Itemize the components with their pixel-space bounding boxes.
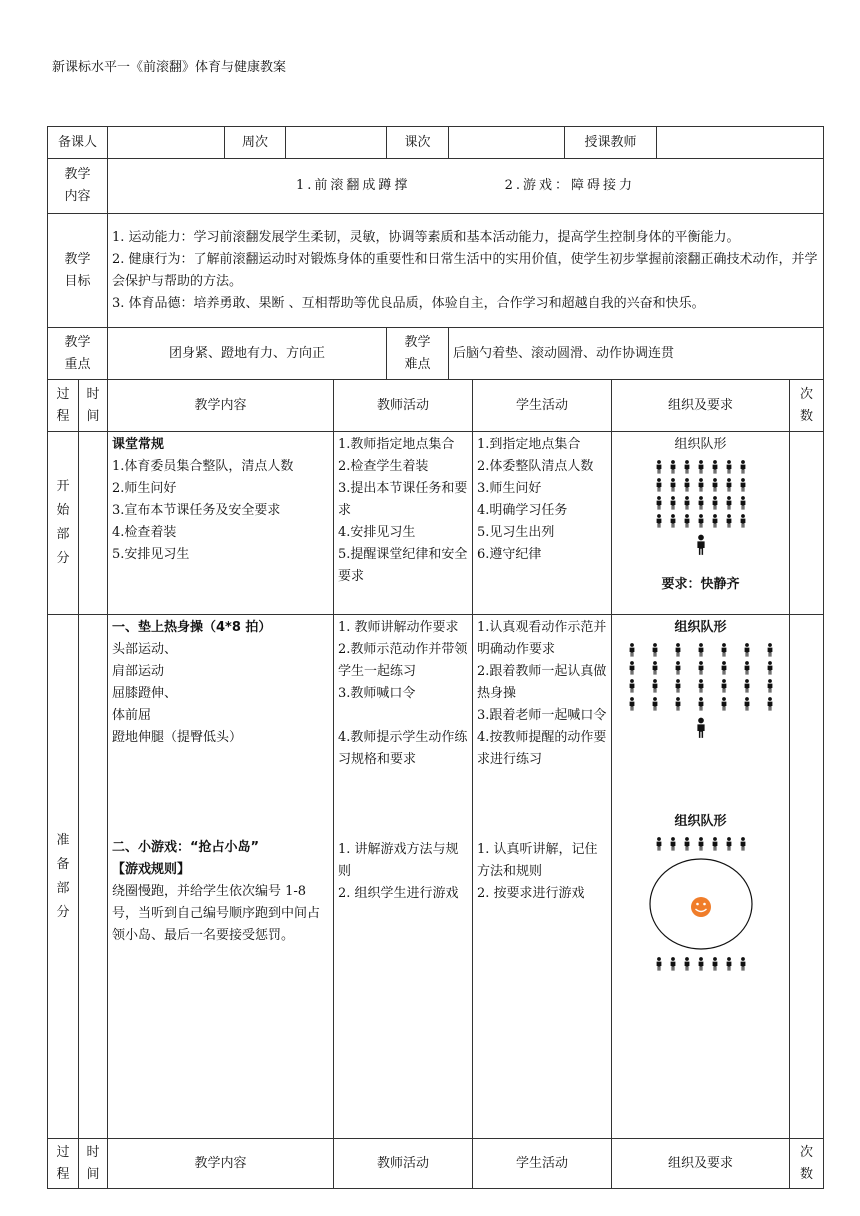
student-figure-icon [720,643,728,657]
island-circle-diagram [648,857,754,951]
lesson-process-table [47,379,824,1189]
list-item: 2.体委整队清点人数 [477,459,594,474]
student-figure-icon [655,478,663,492]
list-item: 1.体育委员集合整队，清点人数 [112,459,294,474]
col-student: 学生活动 [473,380,612,432]
student-figure-icon [669,478,677,492]
student-figure-icon [711,837,719,851]
student-figure-icon [711,460,719,474]
formation-row [616,697,785,711]
student-figure-icon [697,514,705,528]
student-figure-icon [683,957,691,971]
student-figure-icon [739,957,747,971]
list-item: 头部运动、 [112,642,178,657]
start-content [108,432,334,615]
col-count: 次数 [790,380,824,432]
prep-org-title-1: 组织队形 [674,620,727,635]
preparer-value [108,127,225,159]
student-figure-icon [766,697,774,711]
game-rule-title: 【游戏规则】 [112,862,191,877]
game-rule: 绕圈慢跑，并给学生依次编号 1-8 号，当听到自己编号顺序跑到中间占领小岛、最后一名要接受惩罚。 [112,884,321,943]
formation-row [616,679,785,693]
prep-org [612,615,790,1139]
student-figure-icon [766,661,774,675]
prep-content [108,615,334,1139]
prep-phase: 准备部分 [48,615,79,1139]
student-figure-icon [725,957,733,971]
student-figure-icon [711,957,719,971]
student-figure-icon [720,679,728,693]
document-title: 新课标水平一《前滚翻》体育与健康教案 [52,60,287,75]
preparer-label: 备课人 [48,127,108,159]
student-figure-icon [739,496,747,510]
student-figure-icon [743,697,751,711]
student-figure-icon [655,957,663,971]
list-item: 2.检查学生着装 [338,459,429,474]
student-figure-icon [697,460,705,474]
student-figure-icon [655,837,663,851]
footer-col-student: 学生活动 [473,1139,612,1189]
prep-org-title-2: 组织队形 [674,814,727,829]
student-figure-icon [720,661,728,675]
student-figure-icon [725,496,733,510]
list-item: 5.提醒课堂纪律和安全要求 [338,547,468,584]
student-figure-icon [739,460,747,474]
footer-col-count: 次数 [790,1139,824,1189]
student-figure-icon [743,679,751,693]
content-item-2: 2.游戏：障碍接力 [504,178,636,193]
list-item: 3.教师喊口令 [338,686,416,701]
student-figure-icon [725,514,733,528]
formation-row [616,460,785,474]
start-phase: 开始部分 [48,432,79,615]
list-item: 2. 组织学生进行游戏 [338,886,459,901]
student-figure-icon [669,496,677,510]
student-figure-icon [683,496,691,510]
student-figure-icon [697,661,705,675]
student-figure-icon [651,661,659,675]
smiley-icon [691,897,711,917]
formation-row [616,514,785,528]
student-figure-icon [628,661,636,675]
col-time: 时间 [79,380,108,432]
list-item: 4.明确学习任务 [477,503,568,518]
start-org-requirement: 要求：快静齐 [661,577,740,592]
student-figure-icon [683,478,691,492]
student-figure-icon [697,697,705,711]
list-item: 体前屈 [112,708,152,723]
student-figure-icon [711,496,719,510]
list-item: 1. 教师讲解动作要求 [338,620,459,635]
student-figure-icon [743,643,751,657]
footer-col-content: 教学内容 [108,1139,334,1189]
list-item: 2. 按要求进行游戏 [477,886,585,901]
student-figure-icon [711,514,719,528]
list-item: 1.到指定地点集合 [477,437,581,452]
teacher-figure [616,534,785,564]
prep-student [473,615,612,1139]
student-figure-icon [739,478,747,492]
list-item: 蹬地伸腿（提臀低头） [112,730,243,745]
list-item: 1. 认真听讲解，记住方法和规则 [477,842,598,879]
list-item: 4.教师提示学生动作练习规格和要求 [338,730,468,767]
student-figure-icon [766,643,774,657]
student-figure-icon [766,679,774,693]
goal-1: 1. 运动能力：学习前滚翻发展学生柔韧，灵敏，协调等素质和基本活动能力，提高学生控制身体的平衡能力。 [112,229,740,245]
goal-2: 2. 健康行为：了解前滚翻运动时对锻炼身体的重要性和日常生活中的实用价值，使学生初步掌握前滚翻正确技术动作，并学会保护与帮助的方法。 [112,251,818,289]
prep-time [79,615,108,1139]
formation-row [616,661,785,675]
list-item: 2.跟着教师一起认真做热身操 [477,664,607,701]
list-item: 4.安排见习生 [338,525,416,540]
student-figure-icon [669,837,677,851]
student-figure-icon [711,478,719,492]
footer-col-org: 组织及要求 [612,1139,790,1189]
student-figure-icon [697,679,705,693]
student-figure-icon [669,514,677,528]
student-figure-icon [697,643,705,657]
list-item: 1. 讲解游戏方法与规则 [338,842,459,879]
footer-col-process: 过程 [48,1139,79,1189]
student-figure-icon [697,837,705,851]
list-item: 屈膝蹬伸、 [112,686,178,701]
list-item: 4.按教师提醒的动作要求进行练习 [477,730,607,767]
difficulty-label: 教学难点 [387,328,449,380]
col-org: 组织及要求 [612,380,790,432]
week-label: 周次 [225,127,286,159]
start-count [790,432,824,615]
list-item: 3.师生问好 [477,481,542,496]
student-figure-icon [683,514,691,528]
game-title: 二、小游戏：“抢占小岛” [112,840,260,855]
student-figure-icon [655,496,663,510]
content-item-1: 1.前滚翻成蹲撑 [295,178,411,193]
list-item: 5.安排见习生 [112,547,190,562]
formation-row [616,643,785,657]
footer-col-time: 时间 [79,1139,108,1189]
key-value: 团身紧、蹬地有力、方向正 [108,328,387,380]
student-figure-icon [739,514,747,528]
teacher-figure-icon [695,534,707,564]
list-item: 1.认真观看动作示范并明确动作要求 [477,620,607,657]
student-figure-icon [725,460,733,474]
lesson-number-label: 课次 [387,127,449,159]
formation-row [616,837,785,851]
student-figure-icon [683,837,691,851]
start-content-title: 课堂常规 [112,437,165,452]
list-item: 4.检查着装 [112,525,177,540]
student-figure-icon [674,697,682,711]
list-item: 3.宣布本节课任务及安全要求 [112,503,281,518]
list-item: 2.教师示范动作并带领学生一起练习 [338,642,468,679]
student-figure-icon [655,514,663,528]
col-teacher: 教师活动 [334,380,473,432]
student-figure-icon [674,679,682,693]
week-value [286,127,387,159]
student-figure-icon [655,460,663,474]
student-figure-icon [651,679,659,693]
student-figure-icon [674,643,682,657]
list-item: 5.见习生出列 [477,525,555,540]
goals-label: 教学目标 [48,214,108,328]
formation-row [616,478,785,492]
prep-count [790,615,824,1139]
student-figure-icon [697,957,705,971]
key-label: 教学重点 [48,328,108,380]
difficulty-value: 后脑勺着垫、滚动圆滑、动作协调连贯 [449,328,824,380]
formation-row [616,496,785,510]
student-figure-icon [725,837,733,851]
goals-list [108,214,824,328]
warmup-title: 一、垫上热身操（4*8 拍） [112,620,272,635]
start-org-title: 组织队形 [674,437,727,452]
student-figure-icon [628,643,636,657]
lesson-number-value [449,127,565,159]
student-figure-icon [669,460,677,474]
goal-3: 3. 体育品德：培养勇敢、果断 、互相帮助等优良品质，体验自主，合作学习和超越自我的兴奋和快乐。 [112,295,705,311]
footer-col-teacher: 教师活动 [334,1139,473,1189]
student-figure-icon [743,661,751,675]
student-figure-icon [628,679,636,693]
teacher-figure-icon [695,717,707,747]
teacher-label: 授课教师 [565,127,657,159]
student-figure-icon [725,478,733,492]
content-items [108,159,824,214]
student-figure-icon [720,697,728,711]
prep-teacher [334,615,473,1139]
student-figure-icon [651,643,659,657]
teacher-value [657,127,824,159]
student-figure-icon [683,460,691,474]
student-figure-icon [669,957,677,971]
student-figure-icon [651,697,659,711]
start-student [473,432,612,615]
list-item: 3.跟着老师一起喊口令 [477,708,607,723]
start-org [612,432,790,615]
student-figure-icon [697,478,705,492]
col-content: 教学内容 [108,380,334,432]
list-item: 6.遵守纪律 [477,547,542,562]
col-process: 过程 [48,380,79,432]
start-teacher [334,432,473,615]
lesson-info-table [47,126,824,380]
start-time [79,432,108,615]
student-figure-icon [674,661,682,675]
student-figure-icon [739,837,747,851]
formation-row [616,957,785,971]
student-figure-icon [628,697,636,711]
teacher-figure [616,717,785,747]
student-figure-icon [697,496,705,510]
list-item: 肩部运动 [112,664,165,679]
list-item: 3.提出本节课任务和要求 [338,481,468,518]
list-item: 2.师生问好 [112,481,177,496]
list-item: 1.教师指定地点集合 [338,437,455,452]
content-label: 教学内容 [48,159,108,214]
